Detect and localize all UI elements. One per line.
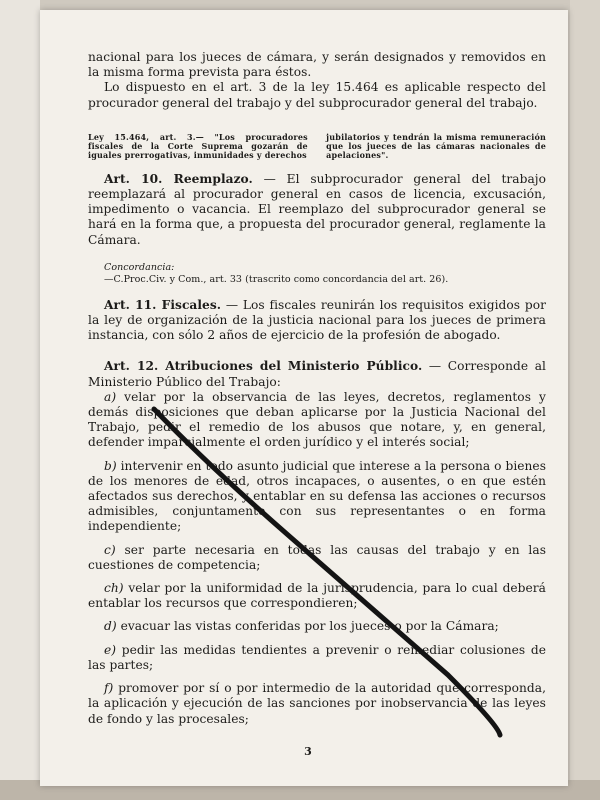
- article-11: [88, 298, 546, 344]
- intro-paragraph-1: nacional para los jueces de cámara, y serán designados y removidos en la misma forma prevista para éstos.: [88, 50, 546, 80]
- item-e-text: pedir las medidas tendientes a prevenir o remediar colusiones de las partes;: [88, 642, 546, 672]
- item-a: [88, 390, 546, 451]
- intro-paragraph-2: Lo dispuesto en el art. 3 de la ley 15.464 es aplicable respecto del procurador general del trabajo y del subprocurador general del trabajo.: [88, 80, 546, 110]
- item-ch: [88, 581, 546, 611]
- article-12-body: — Corresponde al Ministerio Público del Trabajo:: [88, 359, 546, 389]
- article-10-heading: Art. 10. Reemplazo.: [104, 171, 253, 186]
- article-12-heading: Art. 12. Atribuciones del Ministerio Público.: [104, 359, 423, 374]
- item-f-text: promover por sí o por intermedio de la autoridad que corresponda, la aplicación y ejecución de las sanciones por inobservancia de las leyes de fondo y las procesales;: [88, 681, 546, 726]
- item-a-text: velar por la observancia de las leyes, decretos, reglamentos y demás disposiciones que deban aplicarse por la Justicia Nacional del Trabajo, pedir el remedio de los abusos que notare, y, en general, defender imparcialmente el orden jurídico y el interés social;: [88, 389, 546, 450]
- item-b-text: intervenir en todo asunto judicial que interese a la persona o bienes de los menores de edad, otros incapaces, o ausentes, o en que estén afectados sus derechos, y entablar en su defensa las acciones o recursos admisibles, conjuntamente con sus representantes o en forma independiente;: [88, 458, 546, 534]
- concordance-block: [104, 262, 546, 286]
- item-f: [88, 681, 546, 727]
- law-note-right: jubilatorios y tendrán la misma remuneración que los jueces de las cámaras nacionales de apelaciones".: [326, 131, 546, 160]
- article-10-body: — El subprocurador general del trabajo reemplazará al procurador general en casos de licencia, excusación, impedimento o vacancia. El reemplazo del subprocurador general se hará en la forma que, a propuesta del procurador general, reglamente la Cámara.: [88, 171, 546, 247]
- concordance-text: —C.Proc.Civ. y Com., art. 33 (trascrito como concordancia del art. 26).: [104, 273, 449, 285]
- law-note: [88, 133, 546, 160]
- law-note-left: Ley 15.464, art. 3.— "Los procuradores fiscales de la Corte Suprema gozarán de iguales prerrogativas, inmunidades y derechos: [88, 131, 308, 160]
- adjacent-page-right: [570, 0, 600, 800]
- page-text: [88, 50, 546, 727]
- item-c-text: ser parte necesaria en todas las causas del trabajo y en las cuestiones de competencia;: [88, 542, 546, 572]
- item-d-letter: d): [104, 619, 117, 634]
- item-b: [88, 459, 546, 535]
- item-c: [88, 543, 546, 573]
- article-10: [88, 172, 546, 248]
- item-b-letter: b): [104, 458, 117, 473]
- item-a-letter: a): [104, 389, 117, 404]
- item-ch-text: velar por la uniformidad de la jurisprudencia, para lo cual deberá entablar los recursos que correspondieren;: [88, 581, 546, 611]
- document-page: [40, 10, 568, 786]
- item-d-text: evacuar las vistas conferidas por los jueces o por la Cámara;: [116, 619, 499, 634]
- item-e-letter: e): [104, 642, 117, 657]
- item-e: [88, 643, 546, 673]
- page-number: 3: [304, 745, 312, 758]
- concordance-label: Concordancia:: [104, 261, 175, 273]
- article-11-heading: Art. 11. Fiscales.: [104, 297, 222, 312]
- item-d: [88, 619, 546, 634]
- item-f-letter: f): [104, 681, 114, 696]
- item-ch-letter: ch): [104, 581, 124, 596]
- item-c-letter: c): [104, 542, 116, 557]
- article-11-body: — Los fiscales reunirán los requisitos exigidos por la ley de organización de la justicia nacional para los jueces de primera instancia, con sólo 2 años de ejercicio de la profesión de abogado.: [88, 297, 546, 343]
- article-12: [88, 359, 546, 389]
- adjacent-page-left: [0, 0, 40, 800]
